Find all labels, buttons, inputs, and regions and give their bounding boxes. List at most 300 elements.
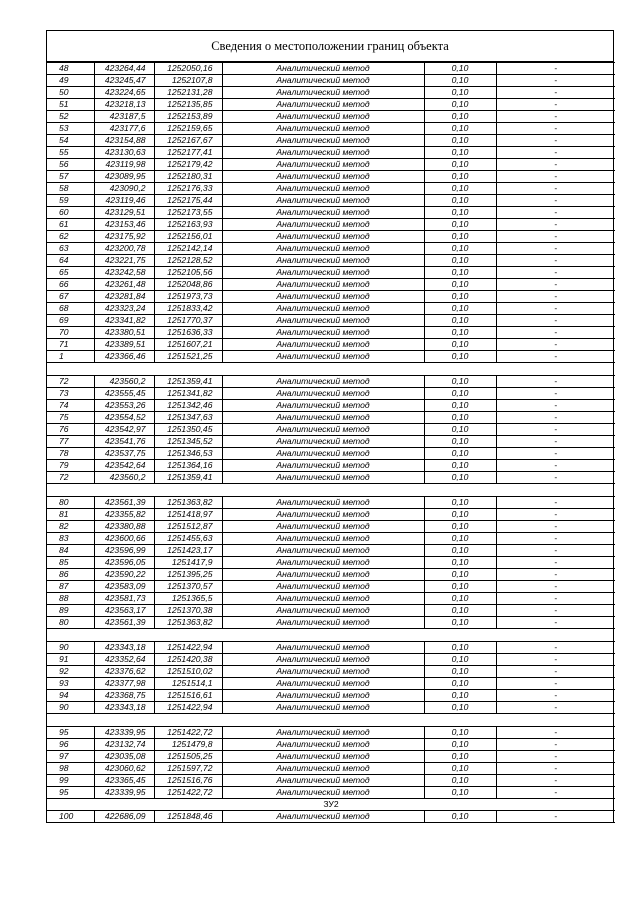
block-separator bbox=[47, 714, 615, 727]
coordinate-y: 1251833,42 bbox=[154, 303, 222, 315]
coordinate-x: 423242,58 bbox=[94, 267, 154, 279]
table-row bbox=[47, 787, 615, 799]
point-number: 57 bbox=[47, 171, 94, 183]
coordinate-x: 423218,13 bbox=[94, 99, 154, 111]
table-row bbox=[47, 135, 615, 147]
method-cell: Аналитический метод bbox=[222, 327, 424, 339]
description-cell: - bbox=[496, 545, 615, 557]
coordinate-x: 423542,97 bbox=[94, 424, 154, 436]
precision-cell: 0,10 bbox=[424, 291, 496, 303]
separator-cell bbox=[47, 484, 615, 497]
table-row bbox=[47, 605, 615, 617]
precision-cell: 0,10 bbox=[424, 315, 496, 327]
table-row bbox=[47, 207, 615, 219]
precision-cell: 0,10 bbox=[424, 678, 496, 690]
coordinate-x: 423365,45 bbox=[94, 775, 154, 787]
coordinate-x: 423563,17 bbox=[94, 605, 154, 617]
precision-cell: 0,10 bbox=[424, 147, 496, 159]
precision-cell: 0,10 bbox=[424, 327, 496, 339]
method-cell: Аналитический метод bbox=[222, 63, 424, 75]
table-row bbox=[47, 581, 615, 593]
coordinate-y: 1251420,38 bbox=[154, 654, 222, 666]
coordinate-y: 1251455,63 bbox=[154, 533, 222, 545]
separator-cell bbox=[47, 363, 615, 376]
coordinate-x: 423561,39 bbox=[94, 617, 154, 629]
section-header-row bbox=[47, 799, 615, 811]
precision-cell: 0,10 bbox=[424, 751, 496, 763]
coordinate-y: 1251514,1 bbox=[154, 678, 222, 690]
method-cell: Аналитический метод bbox=[222, 303, 424, 315]
coordinate-x: 423177,6 bbox=[94, 123, 154, 135]
table-row bbox=[47, 654, 615, 666]
method-cell: Аналитический метод bbox=[222, 545, 424, 557]
coordinate-x: 423366,46 bbox=[94, 351, 154, 363]
table-row bbox=[47, 690, 615, 702]
coordinate-y: 1251973,73 bbox=[154, 291, 222, 303]
precision-cell: 0,10 bbox=[424, 195, 496, 207]
coordinate-x: 423355,82 bbox=[94, 509, 154, 521]
precision-cell: 0,10 bbox=[424, 351, 496, 363]
point-number: 59 bbox=[47, 195, 94, 207]
coordinate-y: 1251512,87 bbox=[154, 521, 222, 533]
point-number: 73 bbox=[47, 388, 94, 400]
method-cell: Аналитический метод bbox=[222, 231, 424, 243]
point-number: 85 bbox=[47, 557, 94, 569]
coordinate-y: 1251342,46 bbox=[154, 400, 222, 412]
description-cell: - bbox=[496, 654, 615, 666]
description-cell: - bbox=[496, 436, 615, 448]
point-number: 63 bbox=[47, 243, 94, 255]
coordinate-x: 423377,98 bbox=[94, 678, 154, 690]
precision-cell: 0,10 bbox=[424, 739, 496, 751]
description-cell: - bbox=[496, 303, 615, 315]
precision-cell: 0,10 bbox=[424, 219, 496, 231]
coordinate-x: 423368,75 bbox=[94, 690, 154, 702]
precision-cell: 0,10 bbox=[424, 581, 496, 593]
point-number: 1 bbox=[47, 351, 94, 363]
precision-cell: 0,10 bbox=[424, 75, 496, 87]
description-cell: - bbox=[496, 775, 615, 787]
coordinate-y: 1251364,16 bbox=[154, 460, 222, 472]
coordinate-y: 1251479,8 bbox=[154, 739, 222, 751]
document-title: Сведения о местоположении границ объекта bbox=[47, 31, 613, 62]
precision-cell: 0,10 bbox=[424, 521, 496, 533]
table-row bbox=[47, 183, 615, 195]
table-row bbox=[47, 327, 615, 339]
description-cell: - bbox=[496, 291, 615, 303]
description-cell: - bbox=[496, 339, 615, 351]
coordinate-y: 1251848,46 bbox=[154, 811, 222, 823]
table-row bbox=[47, 376, 615, 388]
precision-cell: 0,10 bbox=[424, 376, 496, 388]
method-cell: Аналитический метод bbox=[222, 617, 424, 629]
table-row bbox=[47, 99, 615, 111]
coordinate-x: 423200,78 bbox=[94, 243, 154, 255]
table-row bbox=[47, 63, 615, 75]
coordinate-x: 423554,52 bbox=[94, 412, 154, 424]
method-cell: Аналитический метод bbox=[222, 171, 424, 183]
precision-cell: 0,10 bbox=[424, 159, 496, 171]
coordinate-x: 423060,62 bbox=[94, 763, 154, 775]
method-cell: Аналитический метод bbox=[222, 593, 424, 605]
table-row bbox=[47, 243, 615, 255]
description-cell: - bbox=[496, 63, 615, 75]
description-cell: - bbox=[496, 690, 615, 702]
precision-cell: 0,10 bbox=[424, 436, 496, 448]
point-number: 67 bbox=[47, 291, 94, 303]
precision-cell: 0,10 bbox=[424, 388, 496, 400]
coordinates-table bbox=[47, 62, 615, 823]
precision-cell: 0,10 bbox=[424, 763, 496, 775]
coordinate-y: 1251395,25 bbox=[154, 569, 222, 581]
precision-cell: 0,10 bbox=[424, 63, 496, 75]
coordinate-y: 1252128,52 bbox=[154, 255, 222, 267]
description-cell: - bbox=[496, 243, 615, 255]
coordinate-y: 1252153,89 bbox=[154, 111, 222, 123]
point-number: 89 bbox=[47, 605, 94, 617]
point-number: 53 bbox=[47, 123, 94, 135]
coordinate-y: 1252135,85 bbox=[154, 99, 222, 111]
coordinate-y: 1252176,33 bbox=[154, 183, 222, 195]
point-number: 96 bbox=[47, 739, 94, 751]
method-cell: Аналитический метод bbox=[222, 472, 424, 484]
coordinate-x: 423583,09 bbox=[94, 581, 154, 593]
coordinate-y: 1252167,67 bbox=[154, 135, 222, 147]
precision-cell: 0,10 bbox=[424, 775, 496, 787]
precision-cell: 0,10 bbox=[424, 593, 496, 605]
method-cell: Аналитический метод bbox=[222, 424, 424, 436]
description-cell: - bbox=[496, 509, 615, 521]
coordinate-y: 1251505,25 bbox=[154, 751, 222, 763]
table-row bbox=[47, 147, 615, 159]
method-cell: Аналитический метод bbox=[222, 87, 424, 99]
table-row bbox=[47, 315, 615, 327]
coordinate-x: 423581,73 bbox=[94, 593, 154, 605]
method-cell: Аналитический метод bbox=[222, 751, 424, 763]
coordinate-x: 423035,08 bbox=[94, 751, 154, 763]
coordinate-x: 423090,2 bbox=[94, 183, 154, 195]
coordinate-y: 1251350,45 bbox=[154, 424, 222, 436]
method-cell: Аналитический метод bbox=[222, 811, 424, 823]
point-number: 90 bbox=[47, 642, 94, 654]
table-row bbox=[47, 424, 615, 436]
coordinate-x: 423129,51 bbox=[94, 207, 154, 219]
description-cell: - bbox=[496, 533, 615, 545]
point-number: 82 bbox=[47, 521, 94, 533]
precision-cell: 0,10 bbox=[424, 243, 496, 255]
coordinate-x: 423089,95 bbox=[94, 171, 154, 183]
coordinate-x: 423132,74 bbox=[94, 739, 154, 751]
description-cell: - bbox=[496, 195, 615, 207]
table-row bbox=[47, 351, 615, 363]
precision-cell: 0,10 bbox=[424, 99, 496, 111]
precision-cell: 0,10 bbox=[424, 545, 496, 557]
coordinate-x: 423153,46 bbox=[94, 219, 154, 231]
coordinate-y: 1252131,28 bbox=[154, 87, 222, 99]
block-separator bbox=[47, 363, 615, 376]
method-cell: Аналитический метод bbox=[222, 376, 424, 388]
precision-cell: 0,10 bbox=[424, 255, 496, 267]
table-row bbox=[47, 412, 615, 424]
description-cell: - bbox=[496, 279, 615, 291]
method-cell: Аналитический метод bbox=[222, 569, 424, 581]
precision-cell: 0,10 bbox=[424, 339, 496, 351]
method-cell: Аналитический метод bbox=[222, 267, 424, 279]
coordinate-x: 423561,39 bbox=[94, 497, 154, 509]
description-cell: - bbox=[496, 400, 615, 412]
method-cell: Аналитический метод bbox=[222, 654, 424, 666]
coordinate-y: 1251365,5 bbox=[154, 593, 222, 605]
description-cell: - bbox=[496, 315, 615, 327]
method-cell: Аналитический метод bbox=[222, 775, 424, 787]
description-cell: - bbox=[496, 739, 615, 751]
coordinate-y: 1252163,93 bbox=[154, 219, 222, 231]
method-cell: Аналитический метод bbox=[222, 581, 424, 593]
coordinate-x: 423119,46 bbox=[94, 195, 154, 207]
description-cell: - bbox=[496, 219, 615, 231]
description-cell: - bbox=[496, 376, 615, 388]
point-number: 80 bbox=[47, 617, 94, 629]
point-number: 79 bbox=[47, 460, 94, 472]
point-number: 80 bbox=[47, 497, 94, 509]
precision-cell: 0,10 bbox=[424, 617, 496, 629]
coordinate-x: 423341,82 bbox=[94, 315, 154, 327]
description-cell: - bbox=[496, 171, 615, 183]
method-cell: Аналитический метод bbox=[222, 678, 424, 690]
precision-cell: 0,10 bbox=[424, 557, 496, 569]
description-cell: - bbox=[496, 727, 615, 739]
method-cell: Аналитический метод bbox=[222, 521, 424, 533]
coordinate-x: 423119,98 bbox=[94, 159, 154, 171]
precision-cell: 0,10 bbox=[424, 123, 496, 135]
method-cell: Аналитический метод bbox=[222, 690, 424, 702]
block-separator bbox=[47, 484, 615, 497]
coordinate-y: 1251363,82 bbox=[154, 617, 222, 629]
description-cell: - bbox=[496, 135, 615, 147]
method-cell: Аналитический метод bbox=[222, 727, 424, 739]
coordinate-x: 423130,63 bbox=[94, 147, 154, 159]
coordinate-y: 1252177,41 bbox=[154, 147, 222, 159]
method-cell: Аналитический метод bbox=[222, 339, 424, 351]
point-number: 77 bbox=[47, 436, 94, 448]
point-number: 93 bbox=[47, 678, 94, 690]
coordinate-x: 423264,44 bbox=[94, 63, 154, 75]
coordinate-y: 1251597,72 bbox=[154, 763, 222, 775]
coordinate-y: 1251359,41 bbox=[154, 472, 222, 484]
coordinate-x: 423389,51 bbox=[94, 339, 154, 351]
description-cell: - bbox=[496, 472, 615, 484]
point-number: 70 bbox=[47, 327, 94, 339]
coordinate-y: 1252159,65 bbox=[154, 123, 222, 135]
method-cell: Аналитический метод bbox=[222, 412, 424, 424]
precision-cell: 0,10 bbox=[424, 279, 496, 291]
point-number: 98 bbox=[47, 763, 94, 775]
precision-cell: 0,10 bbox=[424, 654, 496, 666]
table-row bbox=[47, 255, 615, 267]
table-row bbox=[47, 811, 615, 823]
coordinate-x: 423596,05 bbox=[94, 557, 154, 569]
table-row bbox=[47, 195, 615, 207]
coordinate-x: 423261,48 bbox=[94, 279, 154, 291]
coordinate-y: 1252105,56 bbox=[154, 267, 222, 279]
method-cell: Аналитический метод bbox=[222, 557, 424, 569]
description-cell: - bbox=[496, 642, 615, 654]
precision-cell: 0,10 bbox=[424, 231, 496, 243]
coordinate-y: 1252107,8 bbox=[154, 75, 222, 87]
coordinate-x: 423560,2 bbox=[94, 472, 154, 484]
coordinate-x: 423553,26 bbox=[94, 400, 154, 412]
point-number: 72 bbox=[47, 376, 94, 388]
table-row bbox=[47, 497, 615, 509]
table-row bbox=[47, 267, 615, 279]
table-row bbox=[47, 219, 615, 231]
point-number: 62 bbox=[47, 231, 94, 243]
table-row bbox=[47, 472, 615, 484]
table-row bbox=[47, 533, 615, 545]
point-number: 56 bbox=[47, 159, 94, 171]
point-number: 69 bbox=[47, 315, 94, 327]
table-row bbox=[47, 75, 615, 87]
precision-cell: 0,10 bbox=[424, 135, 496, 147]
separator-cell bbox=[47, 714, 615, 727]
coordinate-x: 423187,5 bbox=[94, 111, 154, 123]
point-number: 76 bbox=[47, 424, 94, 436]
coordinate-y: 1251423,17 bbox=[154, 545, 222, 557]
coordinate-x: 423221,75 bbox=[94, 255, 154, 267]
coordinate-x: 422686,09 bbox=[94, 811, 154, 823]
precision-cell: 0,10 bbox=[424, 787, 496, 799]
coordinate-y: 1251636,33 bbox=[154, 327, 222, 339]
coordinate-x: 423541,76 bbox=[94, 436, 154, 448]
coordinate-y: 1252175,44 bbox=[154, 195, 222, 207]
precision-cell: 0,10 bbox=[424, 207, 496, 219]
precision-cell: 0,10 bbox=[424, 424, 496, 436]
point-number: 92 bbox=[47, 666, 94, 678]
method-cell: Аналитический метод bbox=[222, 533, 424, 545]
coordinate-x: 423542,64 bbox=[94, 460, 154, 472]
precision-cell: 0,10 bbox=[424, 460, 496, 472]
coordinate-x: 423380,51 bbox=[94, 327, 154, 339]
table-row bbox=[47, 666, 615, 678]
coordinate-y: 1251359,41 bbox=[154, 376, 222, 388]
description-cell: - bbox=[496, 666, 615, 678]
table-row bbox=[47, 388, 615, 400]
table-row bbox=[47, 593, 615, 605]
coordinate-y: 1251363,82 bbox=[154, 497, 222, 509]
table-row bbox=[47, 231, 615, 243]
description-cell: - bbox=[496, 267, 615, 279]
coordinate-y: 1251370,38 bbox=[154, 605, 222, 617]
method-cell: Аналитический метод bbox=[222, 147, 424, 159]
coordinate-x: 423323,24 bbox=[94, 303, 154, 315]
method-cell: Аналитический метод bbox=[222, 436, 424, 448]
point-number: 86 bbox=[47, 569, 94, 581]
point-number: 97 bbox=[47, 751, 94, 763]
point-number: 95 bbox=[47, 727, 94, 739]
coordinate-y: 1251418,97 bbox=[154, 509, 222, 521]
point-number: 91 bbox=[47, 654, 94, 666]
point-number: 49 bbox=[47, 75, 94, 87]
method-cell: Аналитический метод bbox=[222, 219, 424, 231]
point-number: 95 bbox=[47, 787, 94, 799]
description-cell: - bbox=[496, 497, 615, 509]
method-cell: Аналитический метод bbox=[222, 183, 424, 195]
method-cell: Аналитический метод bbox=[222, 642, 424, 654]
table-row bbox=[47, 87, 615, 99]
method-cell: Аналитический метод bbox=[222, 243, 424, 255]
precision-cell: 0,10 bbox=[424, 533, 496, 545]
point-number: 68 bbox=[47, 303, 94, 315]
coordinate-y: 1251347,63 bbox=[154, 412, 222, 424]
precision-cell: 0,10 bbox=[424, 497, 496, 509]
method-cell: Аналитический метод bbox=[222, 400, 424, 412]
coordinate-x: 423339,95 bbox=[94, 727, 154, 739]
coordinate-y: 1251770,37 bbox=[154, 315, 222, 327]
point-number: 52 bbox=[47, 111, 94, 123]
coordinate-y: 1252173,55 bbox=[154, 207, 222, 219]
description-cell: - bbox=[496, 617, 615, 629]
point-number: 66 bbox=[47, 279, 94, 291]
coordinate-x: 423281,84 bbox=[94, 291, 154, 303]
precision-cell: 0,10 bbox=[424, 811, 496, 823]
description-cell: - bbox=[496, 388, 615, 400]
coordinate-y: 1251345,52 bbox=[154, 436, 222, 448]
precision-cell: 0,10 bbox=[424, 642, 496, 654]
description-cell: - bbox=[496, 99, 615, 111]
table-row bbox=[47, 123, 615, 135]
precision-cell: 0,10 bbox=[424, 509, 496, 521]
method-cell: Аналитический метод bbox=[222, 291, 424, 303]
precision-cell: 0,10 bbox=[424, 171, 496, 183]
coordinate-x: 423343,18 bbox=[94, 642, 154, 654]
precision-cell: 0,10 bbox=[424, 569, 496, 581]
precision-cell: 0,10 bbox=[424, 727, 496, 739]
method-cell: Аналитический метод bbox=[222, 666, 424, 678]
point-number: 90 bbox=[47, 702, 94, 714]
point-number: 99 bbox=[47, 775, 94, 787]
point-number: 58 bbox=[47, 183, 94, 195]
precision-cell: 0,10 bbox=[424, 666, 496, 678]
description-cell: - bbox=[496, 255, 615, 267]
precision-cell: 0,10 bbox=[424, 472, 496, 484]
point-number: 84 bbox=[47, 545, 94, 557]
coordinate-y: 1252050,16 bbox=[154, 63, 222, 75]
description-cell: - bbox=[496, 159, 615, 171]
description-cell: - bbox=[496, 460, 615, 472]
coordinate-y: 1252156,01 bbox=[154, 231, 222, 243]
separator-cell bbox=[47, 629, 615, 642]
point-number: 78 bbox=[47, 448, 94, 460]
description-cell: - bbox=[496, 569, 615, 581]
point-number: 75 bbox=[47, 412, 94, 424]
point-number: 100 bbox=[47, 811, 94, 823]
table-row bbox=[47, 400, 615, 412]
method-cell: Аналитический метод bbox=[222, 279, 424, 291]
coordinate-x: 423352,64 bbox=[94, 654, 154, 666]
block-separator bbox=[47, 629, 615, 642]
table-row bbox=[47, 339, 615, 351]
coordinate-x: 423600,66 bbox=[94, 533, 154, 545]
method-cell: Аналитический метод bbox=[222, 739, 424, 751]
point-number: 51 bbox=[47, 99, 94, 111]
coordinate-x: 423555,45 bbox=[94, 388, 154, 400]
precision-cell: 0,10 bbox=[424, 690, 496, 702]
method-cell: Аналитический метод bbox=[222, 123, 424, 135]
point-number: 55 bbox=[47, 147, 94, 159]
coordinate-x: 423175,92 bbox=[94, 231, 154, 243]
point-number: 61 bbox=[47, 219, 94, 231]
coordinates-table-body bbox=[47, 63, 615, 823]
